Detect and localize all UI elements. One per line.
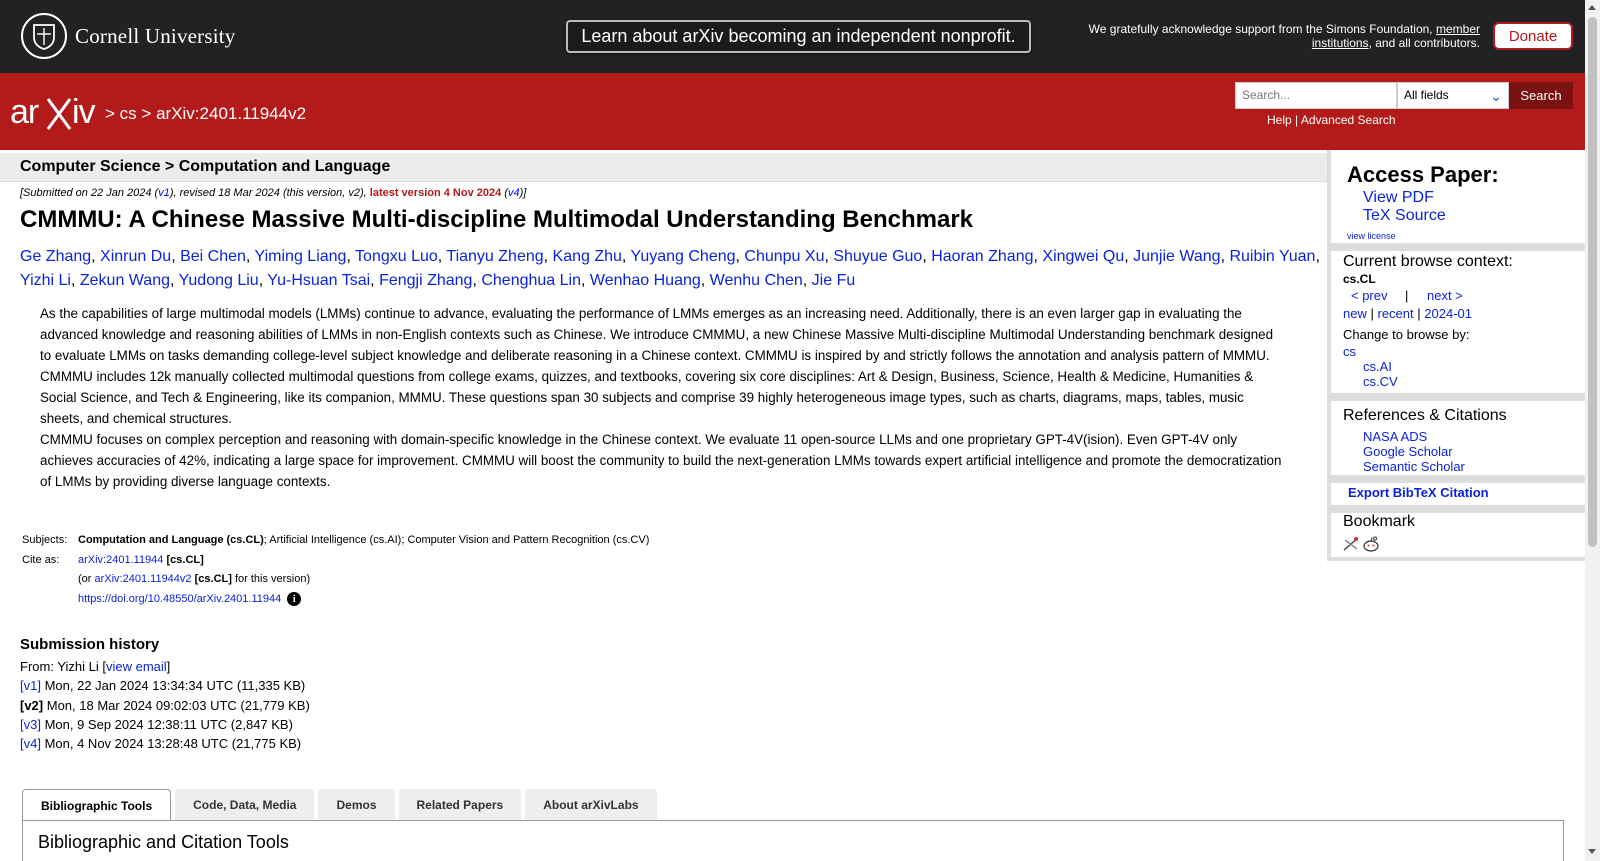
author-separator: , [91,248,101,265]
member-institutions-link[interactable]: member institutions [1311,22,1480,50]
tab-panel [22,820,1564,861]
author-separator: , [258,272,268,289]
cite-or: (or [78,573,95,585]
tab-bibliographic-tools[interactable]: Bibliographic Tools [22,789,171,821]
export-bibtex-link[interactable]: Export BibTeX Citation [1348,485,1489,500]
chevron-down-icon: ⌄ [1490,88,1502,104]
submission-history [20,636,310,755]
reddit-icon[interactable] [1362,536,1380,553]
author-link[interactable]: Wenhao Huang [589,272,701,289]
month-link[interactable]: 2024-01 [1424,306,1472,321]
subject-header [0,153,1327,182]
author-link[interactable]: Wenhu Chen [709,272,803,289]
author-separator: , [170,272,179,289]
author-link[interactable]: Shuyue Guo [833,248,923,265]
author-link[interactable]: Ge Zhang [20,248,92,265]
search-button[interactable]: Search [1509,82,1573,109]
scroll-up-arrow-icon[interactable] [1588,5,1596,10]
author-link[interactable]: Chunpu Xu [744,248,825,265]
author-link[interactable]: Xinrun Du [100,248,172,265]
prev-next-sep: | [1405,288,1409,303]
date-v4-link[interactable]: v4 [507,187,520,199]
author-separator: , [700,272,710,289]
author-list [20,245,1320,293]
help-links [1267,113,1396,127]
browse-cs-ai-link[interactable]: cs.AI [1363,359,1392,374]
author-separator: , [370,272,380,289]
author-separator: , [735,248,745,265]
author-link[interactable]: Zekun Wang [79,272,170,289]
author-link[interactable]: Xingwei Qu [1042,248,1125,265]
support-text-2: , and all contributors. [1368,36,1480,50]
tab-related-papers[interactable]: Related Papers [399,789,522,820]
author-link[interactable]: Yiming Liang [254,248,347,265]
doi-row [22,592,649,612]
version-date: Mon, 18 Mar 2024 09:02:03 UTC (21,779 KB) [43,697,310,713]
prev-link[interactable]: < prev [1351,288,1388,303]
author-link[interactable]: Jie Fu [811,272,856,289]
date-prefix: [Submitted on 22 Jan 2024 ( [20,187,159,199]
cornell-name: Cornell University [75,23,236,48]
arxiv-logo[interactable] [10,93,102,138]
browse-cs-link[interactable]: cs [1343,344,1356,359]
bibsonomy-icon[interactable] [1343,536,1360,551]
google-scholar-link[interactable]: Google Scholar [1363,444,1453,459]
access-paper-title: Access Paper: [1347,162,1499,187]
browse-context: cs.CL [1343,272,1376,286]
subject-header-text: Computer Science > Computation and Language [20,158,391,175]
cite-label: Cite as: [22,554,60,566]
cite-category: [cs.CL] [166,554,204,566]
tab-about-arxivlabs[interactable]: About arXivLabs [525,789,656,820]
breadcrumb-cs[interactable]: cs [119,104,137,123]
top-bar [0,0,1585,73]
help-link[interactable]: Help [1267,113,1292,127]
date-v1-link[interactable]: v1 [158,187,170,199]
tab-code-data-media[interactable]: Code, Data, Media [175,789,314,820]
author-separator: , [543,248,553,265]
latest-version-text: latest version 4 Nov 2024 [369,187,502,199]
browse-title: Current browse context: [1343,253,1513,270]
author-link[interactable]: Kang Zhu [552,248,622,265]
version-tag[interactable]: [v4] [20,736,41,752]
subjects-label: Subjects: [22,534,68,546]
version-date: Mon, 4 Nov 2024 13:28:48 UTC (21,775 KB) [40,736,302,752]
browse-cs-cv-link[interactable]: cs.CV [1363,374,1398,389]
abstract-paragraph: CMMMU focuses on complex perception and reasoning with domain-specific knowledge in the Chinese context. We evaluate 11 open-source LLMs and one proprietary GPT-4V(ision). Even GPT-4V only achieves accuracies of 42%, indicating a large space for improvement. CMMMU will boost the community to build the next-generation LMMs towards expert artificial intelligence and promote the democratization of LMMs by providing diverse language contexts. [40,432,1282,489]
version-date: Mon, 22 Jan 2024 13:34:34 UTC (11,335 KB) [40,678,306,694]
history-version [20,717,310,736]
author-separator: , [1315,248,1320,265]
author-link[interactable]: Yuyang Cheng [630,248,736,265]
author-link[interactable]: Yudong Liu [178,272,259,289]
browse-links [1343,306,1472,321]
refs-title: References & Citations [1343,407,1507,424]
author-separator: , [621,248,631,265]
history-version [20,736,310,755]
author-separator: , [171,248,181,265]
view-email-link[interactable]: view email [105,659,167,674]
support-text [1060,22,1480,50]
author-separator: , [346,248,356,265]
abstract [40,303,1285,492]
subjects-row [22,534,649,554]
support-text-1: We gratefully acknowledge support from the Simons Foundation, [1088,22,1433,36]
scroll-down-arrow-icon[interactable] [1588,849,1596,854]
nasa-ads-link[interactable]: NASA ADS [1363,429,1428,444]
history-from [20,659,310,678]
abstract-paragraph: CMMMU includes 12k manually collected multimodal questions from college exams, quizzes, and textbooks, covering six core disciplines: Art & Design, Business, Science, Health & Medicine, Humanities & Social Science, and Tech & Engineering, like its companion, MMMU. These questions span 30 subjects and comprise 39 highly heterogeneous image types, such as charts, diagrams, maps, tables, music sheets, and chemical structures. [40,369,1254,426]
info-icon[interactable]: i [287,592,301,606]
tex-source-link[interactable]: TeX Source [1363,207,1446,224]
date-close: )] [519,187,527,199]
cite-version-category: [cs.CL] [194,573,232,585]
from-prefix: From: Yizhi Li [ [20,659,106,674]
tab-panel-heading: Bibliographic and Citation Tools [38,832,289,852]
version-date: Mon, 9 Sep 2024 12:38:11 UTC (2,847 KB) [40,716,293,732]
author-separator: , [1033,248,1043,265]
history-title: Submission history [20,636,160,653]
primary-subject: Computation and Language (cs.CL) [78,534,264,546]
cite-version-link[interactable]: arXiv:2401.11944v2 [94,573,192,585]
author-link[interactable]: Yu-Hsuan Tsai [267,272,371,289]
search-field-select[interactable] [1397,82,1509,109]
next-link[interactable]: next > [1427,288,1463,303]
author-separator: , [824,248,834,265]
submission-dateline [20,187,526,199]
author-link[interactable]: Haoran Zhang [931,248,1034,265]
bookmark-title: Bookmark [1343,513,1416,530]
advanced-search-link[interactable]: Advanced Search [1300,113,1396,127]
arxiv-header [0,73,1585,150]
author-separator: , [70,272,80,289]
breadcrumb-paper-id: arXiv:2401.11944v2 [156,104,307,123]
metadata-table [22,534,649,612]
scroll-thumb[interactable] [1588,17,1597,547]
donate-button[interactable]: Donate [1493,22,1573,50]
scrollbar[interactable] [1585,0,1600,861]
version-tag[interactable]: [v1] [20,678,41,694]
author-separator: , [472,272,482,289]
cite-row [22,554,649,573]
cite-id-link[interactable]: arXiv:2401.11944 [78,554,164,566]
date-mid: ), revised 18 Mar 2024 (this version, v2), [169,187,370,199]
abstract-paragraph: As the capabilities of large multimodal models (LMMs) continue to advance, evaluating the performance of LMMs emerges as an increasing need. Additionally, there is an even larger gap in evaluating the advanced knowledge and reasoning abilities of LMMs in non-English contexts such as Chinese. We introduce CMMMU, a new Chinese Massive Multi-discipline Multimodal Understanding benchmark designed to evaluate LMMs on tasks demanding college-level subject knowledge and deliberate reasoning in a Chinese context. CMMMU is inspired by and strictly follows the annotation and analysis pattern of MMMU. [40,306,1274,363]
recent-link[interactable]: recent [1377,306,1414,321]
history-version [20,678,310,697]
author-separator: , [802,272,812,289]
nonprofit-banner-button[interactable]: Learn about arXiv becoming an independent nonprofit. [566,20,1031,53]
author-link[interactable]: Bei Chen [180,248,246,265]
help-sep: | [1295,113,1299,127]
cite-version-row [22,573,649,592]
author-link[interactable]: Yizhi Li [20,272,71,289]
author-link[interactable]: Tongxu Luo [355,248,438,265]
semantic-scholar-link[interactable]: Semantic Scholar [1363,459,1465,474]
author-link[interactable]: Junjie Wang [1133,248,1221,265]
svg-text:ar: ar [10,93,39,131]
author-separator: , [1220,248,1230,265]
other-subjects: ; Artificial Intelligence (cs.AI); Computer Vision and Pattern Recognition (cs.CV) [263,534,650,546]
view-pdf-link[interactable]: View PDF [1363,189,1434,206]
author-link[interactable]: Chenghua Lin [481,272,581,289]
sep: | [1417,306,1421,321]
tab-demos[interactable]: Demos [318,789,394,820]
version-list [20,678,310,755]
author-link[interactable]: Fengji Zhang [379,272,473,289]
author-separator: , [580,272,590,289]
search-input[interactable]: Search... [1235,82,1397,109]
doi-link[interactable]: https://doi.org/10.48550/arXiv.2401.11944 [78,593,282,605]
sep: | [1370,306,1374,321]
breadcrumb-sep: > [105,104,115,123]
author-separator: , [245,248,255,265]
author-link[interactable]: Ruibin Yuan [1229,248,1316,265]
cite-version-suffix: for this version) [231,573,311,585]
paper-title: CMMMU: A Chinese Massive Multi-discipline Multimodal Understanding Benchmark [20,206,974,233]
version-tag[interactable]: [v3] [20,716,41,732]
author-separator: , [1124,248,1134,265]
date-open: ( [501,187,508,199]
cornell-logo[interactable] [21,13,236,59]
breadcrumb-sep: > [141,104,152,123]
new-link[interactable]: new [1343,306,1367,321]
labs-tabs [22,789,657,821]
author-separator: , [437,248,447,265]
from-suffix: ] [166,659,171,674]
history-version [20,698,310,717]
svg-text:iv: iv [72,93,95,131]
view-license-link[interactable]: view license [1347,231,1396,241]
breadcrumb [105,104,306,124]
bookmark-icons [1343,536,1380,553]
author-separator: , [922,248,932,265]
search-field-value: All fields [1404,88,1449,102]
version-tag: [v2] [20,697,44,713]
change-browse-label: Change to browse by: [1343,327,1470,342]
cornell-seal-icon [21,13,67,59]
author-link[interactable]: Tianyu Zheng [446,248,544,265]
